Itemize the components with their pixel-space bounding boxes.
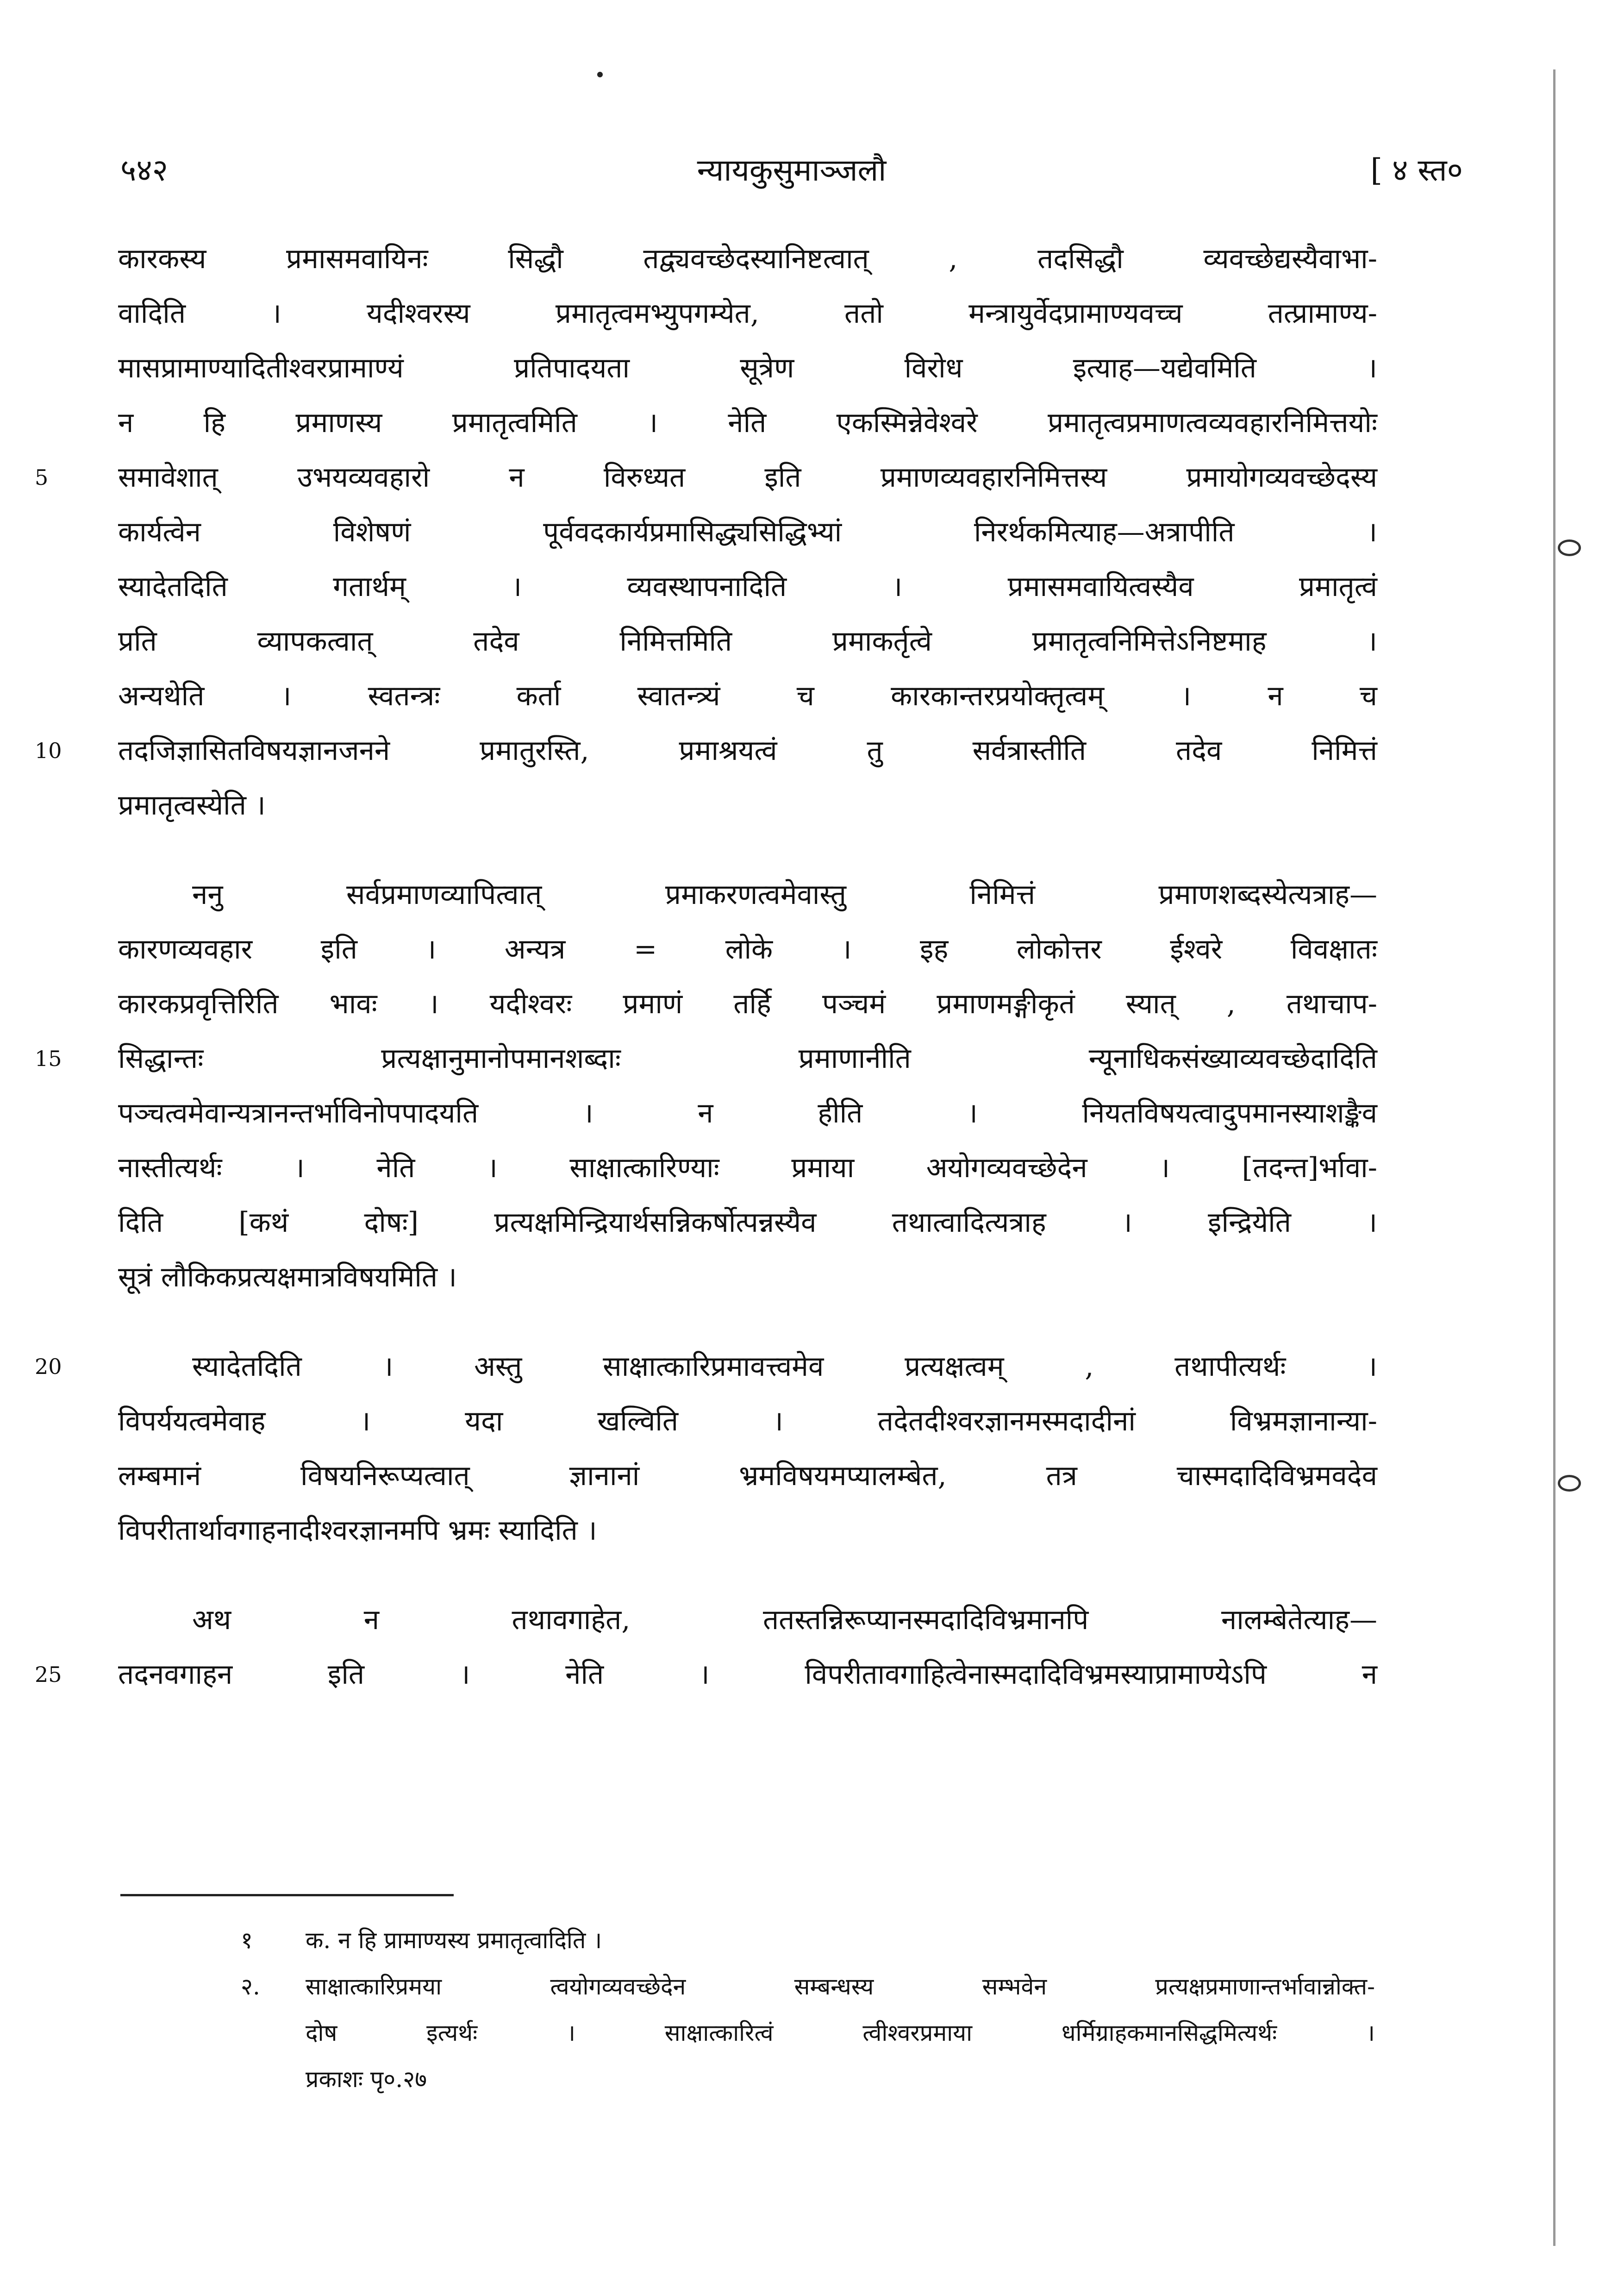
text-line bbox=[118, 1593, 1377, 1647]
line-text: अथ न तथावगाहेत, ततस्तन्निरूप्यानस्मदादिविभ्रमानपि नालम्बेतेत्याह— bbox=[192, 1604, 1377, 1636]
footnote-line bbox=[241, 1963, 1375, 2010]
line-text: समावेशात् उभयव्यवहारो न विरुध्यत इति प्रमाणव्यवहारनिमित्तस्य प्रमायोगव्यवच्छेदस्य bbox=[118, 461, 1377, 494]
line-text: न हि प्रमाणस्य प्रमातृत्वमिति । नेति एकस्मिन्नेवेश्वरे प्रमातृत्वप्रमाणत्वव्यवहारनिमित्तयोः bbox=[118, 407, 1377, 439]
text-line bbox=[118, 1250, 1377, 1304]
line-text: स्यादेतदिति । अस्तु साक्षात्कारिप्रमावत्त्वमेव प्रत्यक्षत्वम् , तथापीत्यर्थः । bbox=[192, 1350, 1377, 1383]
line-text: कारणव्यवहार इति । अन्यत्र = लोके । इह लोकोत्तर ईश्वरे विवक्षातः bbox=[118, 933, 1377, 966]
line-text: ननु सर्वप्रमाणव्यापित्वात् प्रमाकरणत्वमेवास्तु निमित्तं प्रमाणशब्दस्येत्यत्राह— bbox=[192, 878, 1377, 911]
text-line bbox=[35, 1339, 1377, 1394]
line-text: प्रति व्यापकत्वात् तदेव निमित्तमिति प्रमाकर्तृत्वे प्रमातृत्वनिमित्तेऽनिष्टमाह । bbox=[118, 625, 1377, 658]
line-number: 25 bbox=[35, 1662, 62, 1687]
text-line bbox=[118, 1449, 1377, 1503]
text-line bbox=[118, 232, 1377, 286]
footnote-text: क. न हि प्रामाण्यस्य प्रमातृत्वादिति । bbox=[306, 1927, 602, 1954]
line-number: 5 bbox=[35, 465, 49, 490]
line-text: लम्बमानं विषयनिरूप्यत्वात् ज्ञानानां भ्रमविषयमप्यालम्बेत, तत्र चास्मदादिविभ्रमवदेव bbox=[118, 1460, 1377, 1492]
page-title: न्यायकुसुमाञ्जलौ bbox=[697, 152, 887, 188]
line-text: नास्तीत्यर्थः । नेति । साक्षात्कारिण्याः प्रमाया अयोगव्यवच्छेदेन । [तदन्त]र्भावा- bbox=[118, 1152, 1377, 1184]
line-text: विपरीतार्थावगाहनादीश्वरज्ञानमपि भ्रमः स्यादिति । bbox=[118, 1514, 597, 1547]
text-line bbox=[118, 669, 1377, 723]
footnote-mark: २. bbox=[241, 1973, 260, 2000]
running-header bbox=[120, 139, 1463, 199]
text-line bbox=[35, 723, 1377, 778]
text-line bbox=[118, 867, 1377, 922]
footnote-separator bbox=[120, 1894, 454, 1896]
footnote-line bbox=[241, 1917, 1375, 1963]
footnote-text: प्रकाशः पृ०.२७ bbox=[306, 2066, 427, 2093]
text-line bbox=[118, 778, 1377, 833]
line-text: तदनवगाहन इति । नेति । विपरीतावगाहित्वेनास्मदादिविभ्रमस्याप्रामाण्येऽपि न bbox=[118, 1658, 1377, 1691]
text-line bbox=[118, 922, 1377, 977]
line-text: दिति [कथं दोषः] प्रत्यक्षमिन्द्रियार्थसन्निकर्षोत्पन्नस्यैव तथात्वादित्यत्राह । इन्द्रियेति । bbox=[118, 1206, 1377, 1239]
line-text: कार्यत्वेन विशेषणं पूर्ववदकार्यप्रमासिद्ध्यसिद्धिभ्यां निरर्थकमित्याह—अत्रापीति । bbox=[118, 516, 1377, 548]
line-number: 10 bbox=[35, 738, 62, 763]
footnote-text: साक्षात्कारिप्रमया त्वयोगव्यवच्छेदेन सम्बन्धस्य सम्भवेन प्रत्यक्षप्रमाणान्तर्भावान्नोक्त- bbox=[306, 1973, 1375, 2000]
text-line bbox=[118, 286, 1377, 341]
line-text: विपर्ययत्वमेवाह । यदा खल्विति । तदेतदीश्वरज्ञानमस्मदादीनां विभ्रमज्ञानान्या- bbox=[118, 1405, 1377, 1437]
text-line bbox=[118, 614, 1377, 669]
footnote-mark: १ bbox=[241, 1927, 253, 1954]
line-text: स्यादेतदिति गतार्थम् । व्यवस्थापनादिति । प्रमासमवायित्वस्यैव प्रमातृत्वं bbox=[118, 571, 1377, 603]
speck-mark bbox=[597, 72, 603, 77]
commentary-text bbox=[35, 232, 1377, 1702]
footnotes bbox=[241, 1917, 1375, 2102]
text-line bbox=[35, 450, 1377, 505]
page-number: ५४२ bbox=[120, 152, 168, 188]
line-text: सूत्रं लौकिकप्रत्यक्षमात्रविषयमिति । bbox=[118, 1261, 457, 1293]
text-line bbox=[118, 977, 1377, 1031]
text-line bbox=[118, 1195, 1377, 1250]
line-text: कारकस्य प्रमासमवायिनः सिद्धौ तद्व्यवच्छेदस्यानिष्टत्वात् , तदसिद्धौ व्यवच्छेद्यस्यैवाभा- bbox=[118, 243, 1377, 275]
line-text: अन्यथेति । स्वतन्त्रः कर्ता स्वातन्त्र्यं च कारकान्तरप्रयोक्तृत्वम् । न च bbox=[118, 680, 1377, 712]
footnote-line bbox=[241, 2056, 1375, 2102]
text-line bbox=[35, 1647, 1377, 1702]
text-line bbox=[35, 1031, 1377, 1086]
footnote-line bbox=[241, 2010, 1375, 2056]
margin-edge-line bbox=[1553, 69, 1555, 2246]
section-marker: [ ४ स्त० bbox=[1370, 152, 1463, 188]
footnote-text: दोष इत्यर्थः । साक्षात्कारित्वं त्वीश्वरप्रमाया धर्मिग्राहकमानसिद्धमित्यर्थः । bbox=[306, 2019, 1375, 2046]
line-text: प्रमातृत्वस्येति । bbox=[118, 789, 266, 821]
margin-ring-mark bbox=[1558, 1475, 1581, 1492]
text-line bbox=[118, 395, 1377, 450]
line-text: तदजिज्ञासितविषयज्ञानजनने प्रमातुरस्ति, प्रमाश्रयत्वं तु सर्वत्रास्तीति तदेव निमित्तं bbox=[118, 734, 1377, 767]
text-line bbox=[118, 1086, 1377, 1141]
margin-ring-mark bbox=[1558, 539, 1581, 556]
line-text: वादिति । यदीश्वरस्य प्रमातृत्वमभ्युपगम्येत, ततो मन्त्रायुर्वेदप्रामाण्यवच्च तत्प्रामाण्य- bbox=[118, 297, 1377, 330]
text-line bbox=[118, 1503, 1377, 1558]
text-line bbox=[118, 559, 1377, 614]
line-text: मासप्रामाण्यादितीश्वरप्रामाण्यं प्रतिपादयता सूत्रेण विरोध इत्याह—यद्येवमिति । bbox=[118, 352, 1377, 384]
line-text: पञ्चत्वमेवान्यत्रानन्तर्भाविनोपपादयति । न हीति । नियतविषयत्वादुपमानस्याशङ्कैव bbox=[118, 1097, 1377, 1129]
text-line bbox=[118, 505, 1377, 559]
text-line bbox=[118, 341, 1377, 395]
text-line bbox=[118, 1141, 1377, 1195]
line-text: सिद्धान्तः प्रत्यक्षानुमानोपमानशब्दाः प्रमाणानीति न्यूनाधिकसंख्याव्यवच्छेदादिति bbox=[118, 1042, 1377, 1075]
line-number: 15 bbox=[35, 1046, 62, 1071]
text-line bbox=[118, 1394, 1377, 1449]
line-number: 20 bbox=[35, 1354, 62, 1379]
line-text: कारकप्रवृत्तिरिति भावः । यदीश्वरः प्रमाणं तर्हि पञ्चमं प्रमाणमङ्गीकृतं स्यात् , तथाचाप- bbox=[118, 988, 1377, 1020]
